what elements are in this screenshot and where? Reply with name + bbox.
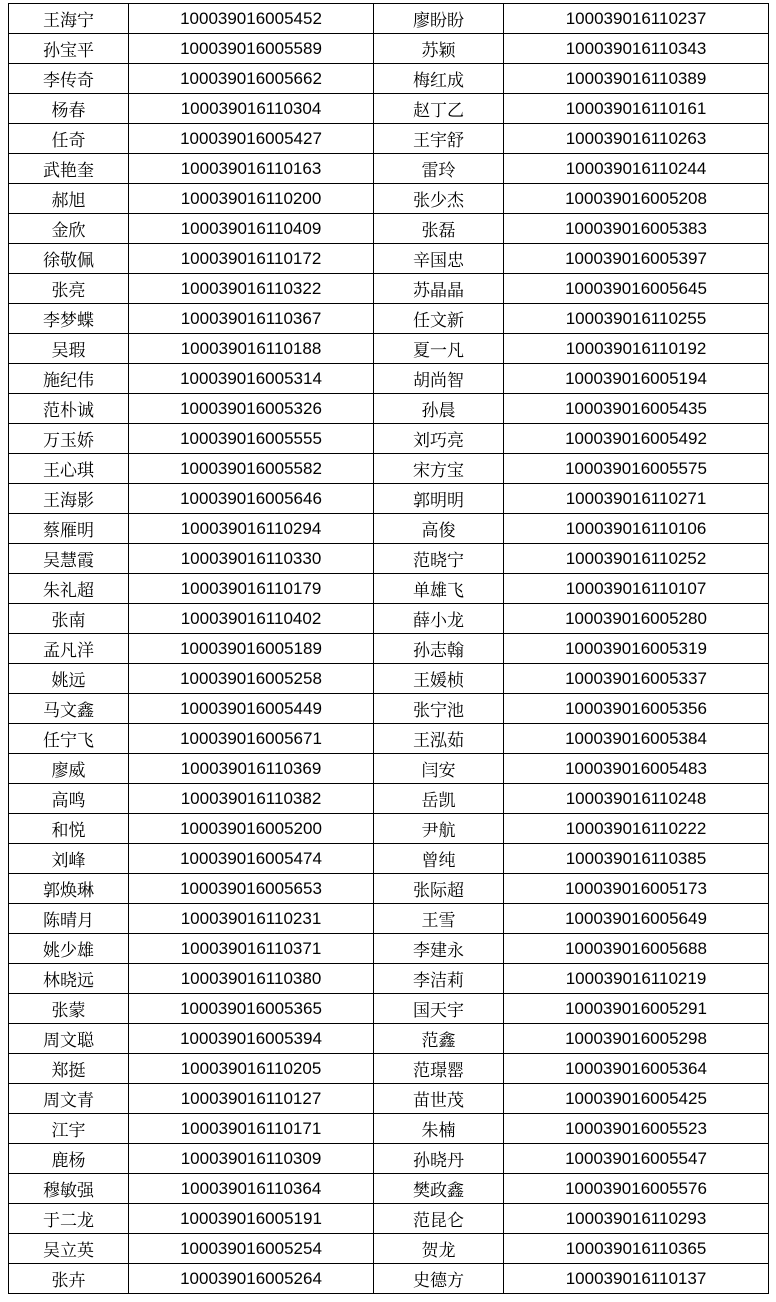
right-name-cell: 夏一凡 bbox=[374, 334, 504, 364]
right-name-cell: 李建永 bbox=[374, 934, 504, 964]
left-id-cell: 100039016005189 bbox=[129, 634, 374, 664]
table-row bbox=[9, 604, 769, 634]
right-id-cell: 100039016005523 bbox=[504, 1114, 769, 1144]
right-name-cell: 王宇舒 bbox=[374, 124, 504, 154]
left-name-cell: 高鸣 bbox=[9, 784, 129, 814]
left-name-cell: 万玉娇 bbox=[9, 424, 129, 454]
table-row bbox=[9, 4, 769, 34]
right-name-cell: 张少杰 bbox=[374, 184, 504, 214]
right-name-cell: 范昆仑 bbox=[374, 1204, 504, 1234]
table-row bbox=[9, 154, 769, 184]
right-name-cell: 史德方 bbox=[374, 1264, 504, 1294]
left-id-cell: 100039016005326 bbox=[129, 394, 374, 424]
left-id-cell: 100039016005589 bbox=[129, 34, 374, 64]
table-row bbox=[9, 1024, 769, 1054]
left-name-cell: 廖威 bbox=[9, 754, 129, 784]
right-name-cell: 岳凯 bbox=[374, 784, 504, 814]
table-row bbox=[9, 874, 769, 904]
left-name-cell: 杨春 bbox=[9, 94, 129, 124]
right-name-cell: 王媛桢 bbox=[374, 664, 504, 694]
table-row bbox=[9, 244, 769, 274]
table-row bbox=[9, 754, 769, 784]
right-name-cell: 任文新 bbox=[374, 304, 504, 334]
left-id-cell: 100039016110309 bbox=[129, 1144, 374, 1174]
left-id-cell: 100039016110200 bbox=[129, 184, 374, 214]
right-id-cell: 100039016110385 bbox=[504, 844, 769, 874]
left-name-cell: 李传奇 bbox=[9, 64, 129, 94]
right-id-cell: 100039016005298 bbox=[504, 1024, 769, 1054]
left-name-cell: 张卉 bbox=[9, 1264, 129, 1294]
right-id-cell: 100039016005173 bbox=[504, 874, 769, 904]
table-row bbox=[9, 424, 769, 454]
left-id-cell: 100039016005365 bbox=[129, 994, 374, 1024]
left-name-cell: 孟凡洋 bbox=[9, 634, 129, 664]
table-row bbox=[9, 274, 769, 304]
right-name-cell: 廖盼盼 bbox=[374, 4, 504, 34]
right-name-cell: 苗世茂 bbox=[374, 1084, 504, 1114]
table-row bbox=[9, 94, 769, 124]
table-row bbox=[9, 724, 769, 754]
table-row bbox=[9, 1054, 769, 1084]
right-name-cell: 国天宇 bbox=[374, 994, 504, 1024]
left-name-cell: 林晓远 bbox=[9, 964, 129, 994]
right-id-cell: 100039016005384 bbox=[504, 724, 769, 754]
right-name-cell: 苏晶晶 bbox=[374, 274, 504, 304]
left-id-cell: 100039016005449 bbox=[129, 694, 374, 724]
left-name-cell: 任奇 bbox=[9, 124, 129, 154]
table-row bbox=[9, 1144, 769, 1174]
left-name-cell: 李梦蝶 bbox=[9, 304, 129, 334]
left-id-cell: 100039016110330 bbox=[129, 544, 374, 574]
table-row bbox=[9, 964, 769, 994]
left-name-cell: 穆敏强 bbox=[9, 1174, 129, 1204]
left-name-cell: 蔡雁明 bbox=[9, 514, 129, 544]
right-id-cell: 100039016110137 bbox=[504, 1264, 769, 1294]
right-id-cell: 100039016005649 bbox=[504, 904, 769, 934]
left-id-cell: 100039016110205 bbox=[129, 1054, 374, 1084]
right-id-cell: 100039016005208 bbox=[504, 184, 769, 214]
left-name-cell: 施纪伟 bbox=[9, 364, 129, 394]
left-name-cell: 江宇 bbox=[9, 1114, 129, 1144]
right-name-cell: 贺龙 bbox=[374, 1234, 504, 1264]
right-id-cell: 100039016005337 bbox=[504, 664, 769, 694]
right-name-cell: 苏颖 bbox=[374, 34, 504, 64]
roster-table bbox=[8, 3, 769, 1294]
right-id-cell: 100039016110192 bbox=[504, 334, 769, 364]
left-name-cell: 周文聪 bbox=[9, 1024, 129, 1054]
right-id-cell: 100039016005356 bbox=[504, 694, 769, 724]
left-name-cell: 张南 bbox=[9, 604, 129, 634]
table-row bbox=[9, 844, 769, 874]
right-name-cell: 郭明明 bbox=[374, 484, 504, 514]
right-name-cell: 高俊 bbox=[374, 514, 504, 544]
left-id-cell: 100039016110188 bbox=[129, 334, 374, 364]
right-name-cell: 宋方宝 bbox=[374, 454, 504, 484]
left-id-cell: 100039016005662 bbox=[129, 64, 374, 94]
left-name-cell: 王海影 bbox=[9, 484, 129, 514]
table-row bbox=[9, 1264, 769, 1294]
right-name-cell: 范晓宁 bbox=[374, 544, 504, 574]
left-name-cell: 范朴诚 bbox=[9, 394, 129, 424]
left-id-cell: 100039016005646 bbox=[129, 484, 374, 514]
right-id-cell: 100039016110365 bbox=[504, 1234, 769, 1264]
left-name-cell: 于二龙 bbox=[9, 1204, 129, 1234]
left-id-cell: 100039016110367 bbox=[129, 304, 374, 334]
left-id-cell: 100039016110304 bbox=[129, 94, 374, 124]
table-row bbox=[9, 814, 769, 844]
left-id-cell: 100039016005474 bbox=[129, 844, 374, 874]
right-id-cell: 100039016110248 bbox=[504, 784, 769, 814]
right-id-cell: 100039016005547 bbox=[504, 1144, 769, 1174]
left-id-cell: 100039016110369 bbox=[129, 754, 374, 784]
table-row bbox=[9, 394, 769, 424]
left-name-cell: 郭焕琳 bbox=[9, 874, 129, 904]
left-name-cell: 朱礼超 bbox=[9, 574, 129, 604]
left-id-cell: 100039016005258 bbox=[129, 664, 374, 694]
table-row bbox=[9, 304, 769, 334]
left-id-cell: 100039016110179 bbox=[129, 574, 374, 604]
left-name-cell: 王海宁 bbox=[9, 4, 129, 34]
table-row bbox=[9, 1234, 769, 1264]
left-name-cell: 姚少雄 bbox=[9, 934, 129, 964]
left-id-cell: 100039016110322 bbox=[129, 274, 374, 304]
right-name-cell: 曾纯 bbox=[374, 844, 504, 874]
table-row bbox=[9, 454, 769, 484]
right-id-cell: 100039016110293 bbox=[504, 1204, 769, 1234]
table-row bbox=[9, 34, 769, 64]
right-name-cell: 孙志翰 bbox=[374, 634, 504, 664]
right-name-cell: 王雪 bbox=[374, 904, 504, 934]
right-id-cell: 100039016005492 bbox=[504, 424, 769, 454]
right-name-cell: 梅红成 bbox=[374, 64, 504, 94]
left-id-cell: 100039016110127 bbox=[129, 1084, 374, 1114]
left-id-cell: 100039016110294 bbox=[129, 514, 374, 544]
right-id-cell: 100039016005575 bbox=[504, 454, 769, 484]
right-id-cell: 100039016110263 bbox=[504, 124, 769, 154]
left-name-cell: 马文鑫 bbox=[9, 694, 129, 724]
left-id-cell: 100039016005653 bbox=[129, 874, 374, 904]
right-name-cell: 单雄飞 bbox=[374, 574, 504, 604]
right-name-cell: 孙晓丹 bbox=[374, 1144, 504, 1174]
table-row bbox=[9, 1114, 769, 1144]
table-row bbox=[9, 214, 769, 244]
table-row bbox=[9, 124, 769, 154]
right-id-cell: 100039016110271 bbox=[504, 484, 769, 514]
right-name-cell: 张磊 bbox=[374, 214, 504, 244]
left-name-cell: 刘峰 bbox=[9, 844, 129, 874]
right-id-cell: 100039016110237 bbox=[504, 4, 769, 34]
left-id-cell: 100039016110402 bbox=[129, 604, 374, 634]
left-id-cell: 100039016110364 bbox=[129, 1174, 374, 1204]
right-name-cell: 孙晨 bbox=[374, 394, 504, 424]
left-id-cell: 100039016110409 bbox=[129, 214, 374, 244]
table-row bbox=[9, 484, 769, 514]
left-id-cell: 100039016005452 bbox=[129, 4, 374, 34]
right-id-cell: 100039016005397 bbox=[504, 244, 769, 274]
left-id-cell: 100039016110380 bbox=[129, 964, 374, 994]
right-name-cell: 朱楠 bbox=[374, 1114, 504, 1144]
table-row bbox=[9, 934, 769, 964]
right-id-cell: 100039016110252 bbox=[504, 544, 769, 574]
right-id-cell: 100039016005645 bbox=[504, 274, 769, 304]
right-name-cell: 赵丁乙 bbox=[374, 94, 504, 124]
right-id-cell: 100039016110389 bbox=[504, 64, 769, 94]
table-row bbox=[9, 904, 769, 934]
right-name-cell: 闫安 bbox=[374, 754, 504, 784]
table-row bbox=[9, 334, 769, 364]
left-name-cell: 张蒙 bbox=[9, 994, 129, 1024]
left-id-cell: 100039016110231 bbox=[129, 904, 374, 934]
right-id-cell: 100039016110219 bbox=[504, 964, 769, 994]
table-row bbox=[9, 1084, 769, 1114]
left-name-cell: 和悦 bbox=[9, 814, 129, 844]
right-id-cell: 100039016005364 bbox=[504, 1054, 769, 1084]
right-id-cell: 100039016110255 bbox=[504, 304, 769, 334]
table-row bbox=[9, 994, 769, 1024]
left-name-cell: 姚远 bbox=[9, 664, 129, 694]
right-id-cell: 100039016005383 bbox=[504, 214, 769, 244]
left-id-cell: 100039016005254 bbox=[129, 1234, 374, 1264]
left-id-cell: 100039016005671 bbox=[129, 724, 374, 754]
left-id-cell: 100039016110382 bbox=[129, 784, 374, 814]
left-name-cell: 吴瑕 bbox=[9, 334, 129, 364]
right-name-cell: 薛小龙 bbox=[374, 604, 504, 634]
right-name-cell: 张宁池 bbox=[374, 694, 504, 724]
left-name-cell: 郑挺 bbox=[9, 1054, 129, 1084]
left-name-cell: 周文青 bbox=[9, 1084, 129, 1114]
left-name-cell: 吴立英 bbox=[9, 1234, 129, 1264]
right-id-cell: 100039016110106 bbox=[504, 514, 769, 544]
left-id-cell: 100039016005582 bbox=[129, 454, 374, 484]
right-id-cell: 100039016110343 bbox=[504, 34, 769, 64]
left-name-cell: 徐敬佩 bbox=[9, 244, 129, 274]
left-id-cell: 100039016005191 bbox=[129, 1204, 374, 1234]
right-id-cell: 100039016005425 bbox=[504, 1084, 769, 1114]
right-id-cell: 100039016005280 bbox=[504, 604, 769, 634]
right-name-cell: 李洁莉 bbox=[374, 964, 504, 994]
right-name-cell: 范璟罂 bbox=[374, 1054, 504, 1084]
table-row bbox=[9, 784, 769, 814]
table-row bbox=[9, 364, 769, 394]
roster-table-body bbox=[9, 4, 769, 1294]
roster-sheet bbox=[8, 3, 768, 1294]
left-name-cell: 鹿杨 bbox=[9, 1144, 129, 1174]
left-id-cell: 100039016005200 bbox=[129, 814, 374, 844]
right-name-cell: 辛国忠 bbox=[374, 244, 504, 274]
left-id-cell: 100039016005314 bbox=[129, 364, 374, 394]
right-name-cell: 张际超 bbox=[374, 874, 504, 904]
left-name-cell: 孙宝平 bbox=[9, 34, 129, 64]
left-name-cell: 王心琪 bbox=[9, 454, 129, 484]
right-name-cell: 胡尚智 bbox=[374, 364, 504, 394]
left-name-cell: 吴慧霞 bbox=[9, 544, 129, 574]
left-name-cell: 金欣 bbox=[9, 214, 129, 244]
table-row bbox=[9, 544, 769, 574]
right-id-cell: 100039016005319 bbox=[504, 634, 769, 664]
right-name-cell: 范鑫 bbox=[374, 1024, 504, 1054]
left-name-cell: 武艳奎 bbox=[9, 154, 129, 184]
right-id-cell: 100039016005194 bbox=[504, 364, 769, 394]
left-id-cell: 100039016110171 bbox=[129, 1114, 374, 1144]
left-id-cell: 100039016005264 bbox=[129, 1264, 374, 1294]
table-row bbox=[9, 64, 769, 94]
right-id-cell: 100039016110161 bbox=[504, 94, 769, 124]
right-name-cell: 尹航 bbox=[374, 814, 504, 844]
left-name-cell: 任宁飞 bbox=[9, 724, 129, 754]
table-row bbox=[9, 514, 769, 544]
right-name-cell: 刘巧亮 bbox=[374, 424, 504, 454]
right-id-cell: 100039016005688 bbox=[504, 934, 769, 964]
right-id-cell: 100039016110244 bbox=[504, 154, 769, 184]
right-id-cell: 100039016005291 bbox=[504, 994, 769, 1024]
right-name-cell: 王泓茹 bbox=[374, 724, 504, 754]
right-id-cell: 100039016005576 bbox=[504, 1174, 769, 1204]
left-id-cell: 100039016110163 bbox=[129, 154, 374, 184]
right-id-cell: 100039016005435 bbox=[504, 394, 769, 424]
right-name-cell: 雷玲 bbox=[374, 154, 504, 184]
left-name-cell: 陈晴月 bbox=[9, 904, 129, 934]
right-name-cell: 樊政鑫 bbox=[374, 1174, 504, 1204]
left-id-cell: 100039016005555 bbox=[129, 424, 374, 454]
table-row bbox=[9, 1204, 769, 1234]
left-id-cell: 100039016005427 bbox=[129, 124, 374, 154]
left-id-cell: 100039016110371 bbox=[129, 934, 374, 964]
right-id-cell: 100039016005483 bbox=[504, 754, 769, 784]
left-id-cell: 100039016110172 bbox=[129, 244, 374, 274]
table-row bbox=[9, 1174, 769, 1204]
table-row bbox=[9, 184, 769, 214]
left-name-cell: 郝旭 bbox=[9, 184, 129, 214]
right-id-cell: 100039016110222 bbox=[504, 814, 769, 844]
left-name-cell: 张亮 bbox=[9, 274, 129, 304]
table-row bbox=[9, 634, 769, 664]
table-row bbox=[9, 574, 769, 604]
right-id-cell: 100039016110107 bbox=[504, 574, 769, 604]
left-id-cell: 100039016005394 bbox=[129, 1024, 374, 1054]
table-row bbox=[9, 694, 769, 724]
table-row bbox=[9, 664, 769, 694]
